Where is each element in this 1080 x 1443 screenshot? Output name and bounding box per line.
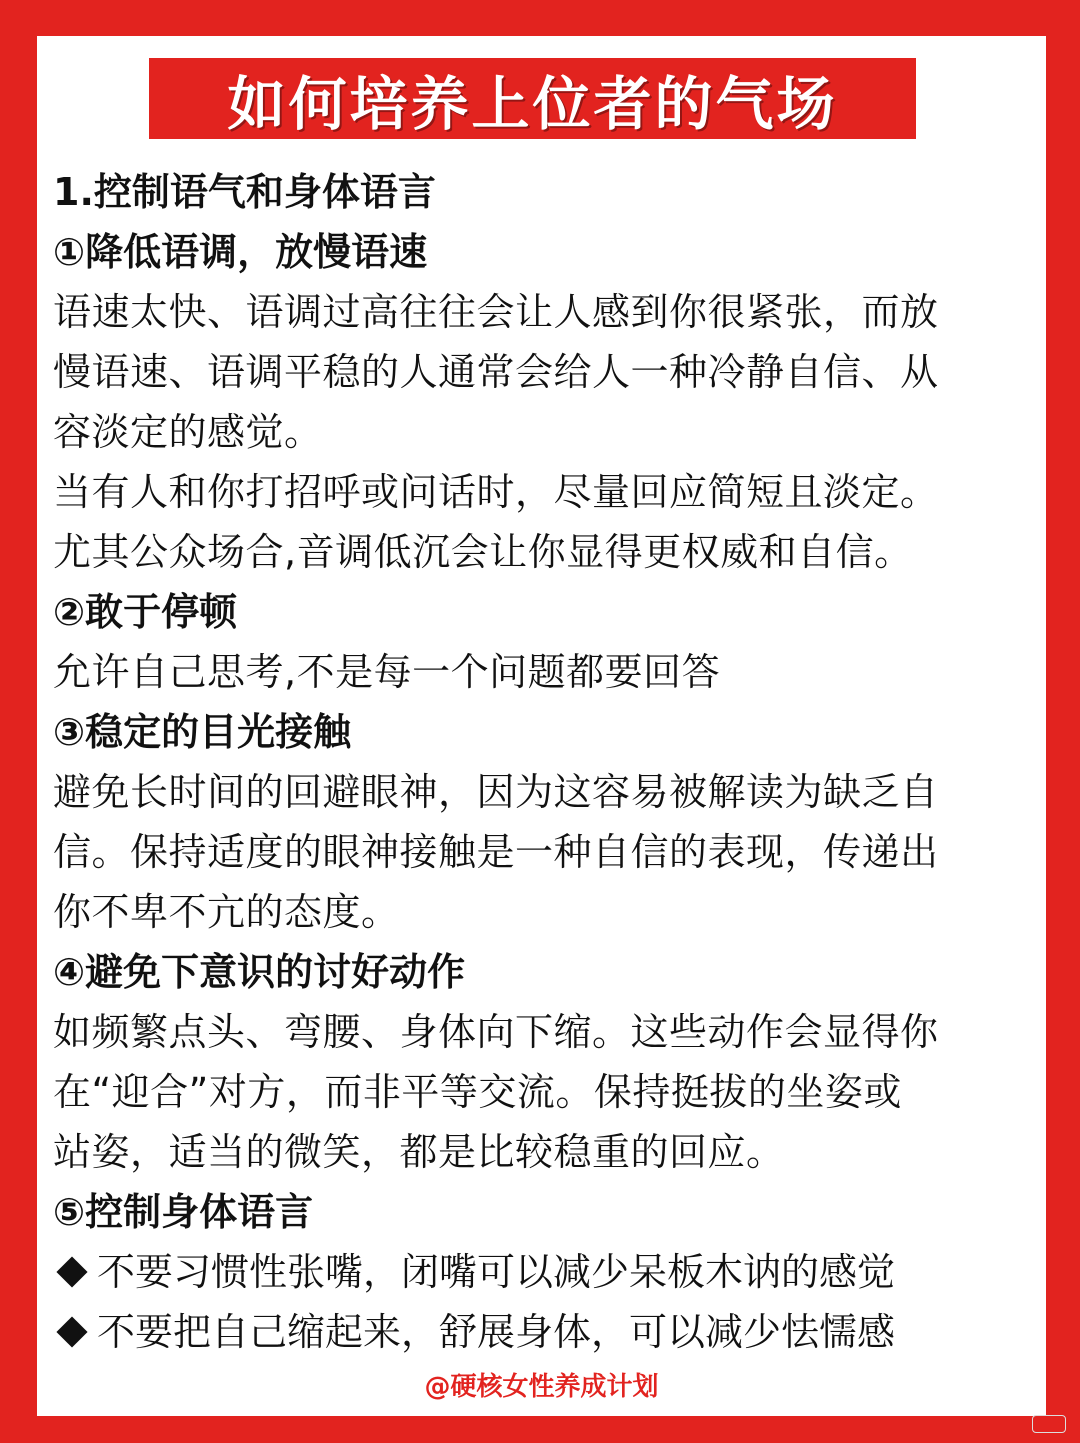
bullet-item	[53, 1242, 1038, 1302]
paragraph-line: 信。保持适度的眼神接触是一种自信的表现，传递出	[53, 830, 939, 874]
content-card	[37, 36, 1046, 1416]
watermark-logo	[1032, 1415, 1066, 1433]
paragraph-line: 避免长时间的回避眼神，因为这容易被解读为缺乏自	[53, 770, 939, 814]
paragraph-line: 允许自己思考,不是每一个问题都要回答	[53, 650, 721, 694]
subsection-heading-4: ④避免下意识的讨好动作	[53, 950, 466, 994]
subsection-heading-5: ⑤控制身体语言	[53, 1190, 314, 1234]
page-title: 如何培养上位者的气场	[149, 58, 916, 139]
bullet-text: 不要习惯性张嘴，闭嘴可以减少呆板木讷的感觉	[97, 1250, 896, 1294]
paragraph-line: 如频繁点头、弯腰、身体向下缩。这些动作会显得你	[53, 1010, 939, 1054]
bullet-text: 不要把自己缩起来，舒展身体，可以减少怯懦感	[97, 1310, 896, 1354]
paragraph-line: 当有人和你打招呼或问话时，尽量回应简短且淡定。	[53, 470, 939, 514]
paragraph-line: 你不卑不亢的态度。	[53, 890, 400, 934]
diamond-bullet-icon	[56, 1256, 87, 1287]
diamond-bullet-icon	[56, 1316, 87, 1347]
article-body	[53, 162, 1038, 1362]
subsection-heading-3: ③稳定的目光接触	[53, 710, 352, 754]
bullet-item	[53, 1302, 1038, 1362]
paragraph-line: 语速太快、语调过高往往会让人感到你很紧张，而放	[53, 290, 939, 334]
paragraph-line: 在“迎合”对方，而非平等交流。保持挺拔的坐姿或	[53, 1070, 902, 1114]
subsection-heading-1: ①降低语调，放慢语速	[53, 230, 428, 274]
paragraph-line: 站姿，适当的微笑，都是比较稳重的回应。	[53, 1130, 785, 1174]
paragraph-line: 慢语速、语调平稳的人通常会给人一种冷静自信、从	[53, 350, 939, 394]
paragraph-line: 容淡定的感觉。	[53, 410, 323, 454]
section-heading: 1.控制语气和身体语言	[53, 170, 436, 214]
subsection-heading-2: ②敢于停顿	[53, 590, 238, 634]
paragraph-line: 尤其公众场合,音调低沉会让你显得更权威和自信。	[53, 530, 913, 574]
author-credit: @硬核女性养成计划	[424, 1372, 659, 1402]
